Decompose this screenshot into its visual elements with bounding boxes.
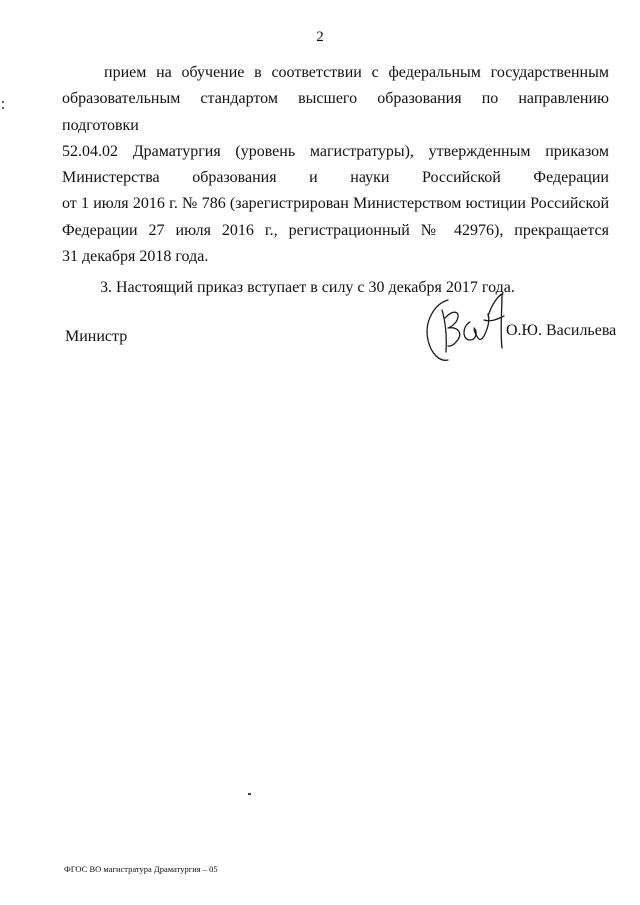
scan-artifact	[2, 107, 4, 109]
paragraph-line: 31 декабря 2018 года.	[62, 248, 209, 266]
paragraph-line: прием на обучение в соответствии с федеральным государственным	[104, 64, 609, 81]
effective-date-paragraph: 3. Настоящий приказ вступает в силу с 30 декабря 2017 года.	[100, 279, 515, 297]
scan-artifact	[2, 101, 4, 103]
signer-name: О.Ю. Васильева	[506, 322, 617, 339]
paragraph-line: 52.04.02 Драматургия (уровень магистратуры), утвержденным приказом	[62, 142, 609, 160]
document-footer: ФГОС ВО магистратура Драматургия – 05	[64, 864, 218, 874]
paragraph-line: Министерства образования и науки Российской Федерации	[62, 169, 609, 187]
paragraph-line: от 1 июля 2016 г. № 786 (зарегистрирован Министерством юстиции Российской	[62, 195, 609, 213]
scan-artifact	[248, 793, 251, 795]
paragraph-line: образовательным стандартом высшего образования по направлению подготовки	[62, 90, 609, 134]
signature-block	[0, 290, 640, 370]
page-number: 2	[316, 29, 324, 45]
document-body	[62, 60, 609, 302]
paragraph-line: Федерации 27 июля 2016 г., регистрационный № 42976), прекращается	[62, 221, 609, 239]
signer-role: Министр	[65, 328, 128, 345]
